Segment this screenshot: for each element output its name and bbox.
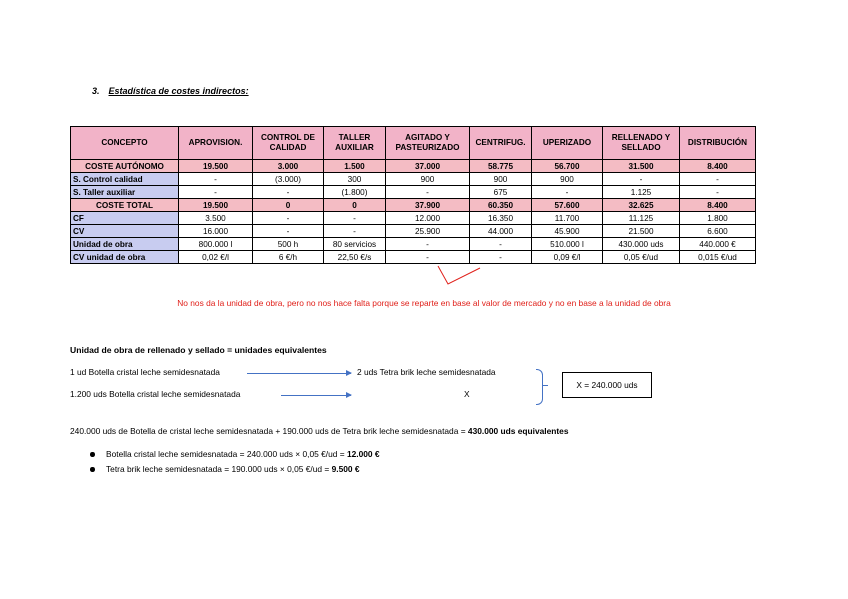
- table-cell: 44.000: [470, 225, 532, 238]
- table-cell: 800.000 l: [179, 238, 253, 251]
- equivalence-equation: [70, 426, 568, 436]
- table-cell: 16.350: [470, 212, 532, 225]
- line2-left-text: 1.200 uds Botella cristal leche semidesnatada: [70, 389, 241, 399]
- table-cell: -: [253, 212, 324, 225]
- table-cell: -: [179, 186, 253, 199]
- table-cell: 3.000: [253, 160, 324, 173]
- table-cell: 510.000 l: [532, 238, 603, 251]
- table-header-row: [71, 127, 756, 160]
- table-cell: 6.600: [680, 225, 756, 238]
- arrow-right-icon: [281, 395, 351, 396]
- row-label-cell: COSTE AUTÓNOMO: [71, 160, 179, 173]
- line2-right-text: X: [464, 389, 470, 399]
- table-cell: (1.800): [324, 186, 386, 199]
- table-body: [71, 160, 756, 264]
- table-cell: -: [603, 173, 680, 186]
- table-cell: 21.500: [603, 225, 680, 238]
- table-cell: 32.625: [603, 199, 680, 212]
- row-label-cell: CF: [71, 212, 179, 225]
- arrow-right-icon: [247, 373, 351, 374]
- table-cell: 430.000 uds: [603, 238, 680, 251]
- table-row: [71, 186, 756, 199]
- bullet-value: 12.000 €: [346, 449, 380, 459]
- table-cell: 675: [470, 186, 532, 199]
- table-cell: 22,50 €/s: [324, 251, 386, 264]
- table-cell: 11.700: [532, 212, 603, 225]
- table-cell: 57.600: [532, 199, 603, 212]
- brace-icon: [536, 369, 543, 405]
- table-cell: -: [386, 251, 470, 264]
- table-cell: -: [680, 173, 756, 186]
- table-cell: 1.800: [680, 212, 756, 225]
- table-cell: 900: [470, 173, 532, 186]
- table-cell: 12.000: [386, 212, 470, 225]
- table-cell: 900: [386, 173, 470, 186]
- table-cell: -: [179, 173, 253, 186]
- red-note: No nos da la unidad de obra, pero no nos hace falta porque se reparte en base al valor de mercado y no en base a la unidad de obra: [177, 298, 671, 308]
- bullet-text: Tetra brik leche semidesnatada = 190.000 uds × 0,05 €/ud =: [106, 464, 332, 474]
- table-cell: 500 h: [253, 238, 324, 251]
- header-cell: RELLENADO Y SELLADO: [603, 127, 680, 160]
- table-cell: -: [470, 238, 532, 251]
- table-cell: 1.500: [324, 160, 386, 173]
- table-cell: -: [253, 186, 324, 199]
- table-cell: 0,015 €/ud: [680, 251, 756, 264]
- table-row: [71, 251, 756, 264]
- line1-left-text: 1 ud Botella cristal leche semidesnatada: [70, 367, 220, 377]
- row-label-cell: S. Taller auxiliar: [71, 186, 179, 199]
- cost-bullet-list: [90, 447, 380, 477]
- table-cell: 300: [324, 173, 386, 186]
- table-cell: 0: [253, 199, 324, 212]
- header-cell: UPERIZADO: [532, 127, 603, 160]
- table-row: [71, 160, 756, 173]
- table-row: [71, 212, 756, 225]
- table-cell: 19.500: [179, 160, 253, 173]
- table-cell: 0,09 €/l: [532, 251, 603, 264]
- table-cell: 80 servicios: [324, 238, 386, 251]
- table-cell: -: [680, 186, 756, 199]
- row-label-cell: COSTE TOTAL: [71, 199, 179, 212]
- header-cell: CONTROL DE CALIDAD: [253, 127, 324, 160]
- check-mark-icon: [436, 264, 486, 288]
- table-cell: 8.400: [680, 199, 756, 212]
- table-cell: 31.500: [603, 160, 680, 173]
- section-heading: [92, 86, 249, 96]
- row-label-cell: CV unidad de obra: [71, 251, 179, 264]
- header-cell: DISTRIBUCIÓN: [680, 127, 756, 160]
- table-cell: 16.000: [179, 225, 253, 238]
- table-cell: 440.000 €: [680, 238, 756, 251]
- table-cell: 0: [324, 199, 386, 212]
- table-cell: 60.350: [470, 199, 532, 212]
- header-cell: TALLER AUXILIAR: [324, 127, 386, 160]
- table-cell: -: [324, 225, 386, 238]
- table-cell: 45.900: [532, 225, 603, 238]
- table-cell: 56.700: [532, 160, 603, 173]
- equation-text: 240.000 uds de Botella de cristal leche semidesnatada + 190.000 uds de Tetra brik leche semidesnatada =: [70, 426, 468, 436]
- row-label-cell: Unidad de obra: [71, 238, 179, 251]
- table-cell: 900: [532, 173, 603, 186]
- cost-table: [70, 126, 756, 264]
- header-cell: CONCEPTO: [71, 127, 179, 160]
- bullet-text: Botella cristal leche semidesnatada = 240.000 uds × 0,05 €/ud =: [106, 449, 347, 459]
- table-cell: 0,05 €/ud: [603, 251, 680, 264]
- table-row: [71, 238, 756, 251]
- list-item: [90, 447, 380, 462]
- table-row: [71, 173, 756, 186]
- section-title: Estadística de costes indirectos:: [108, 86, 249, 96]
- table-cell: 25.900: [386, 225, 470, 238]
- row-label-cell: CV: [71, 225, 179, 238]
- table-row: [71, 199, 756, 212]
- equivalence-title: Unidad de obra de rellenado y sellado = unidades equivalentes: [70, 345, 327, 355]
- header-cell: CENTRIFUG.: [470, 127, 532, 160]
- header-cell: APROVISION.: [179, 127, 253, 160]
- table-cell: -: [324, 212, 386, 225]
- table-cell: 58.775: [470, 160, 532, 173]
- table-cell: -: [386, 238, 470, 251]
- table-cell: 37.900: [386, 199, 470, 212]
- table-cell: -: [470, 251, 532, 264]
- table-cell: 3.500: [179, 212, 253, 225]
- table-cell: -: [386, 186, 470, 199]
- row-label-cell: S. Control calidad: [71, 173, 179, 186]
- equation-result: 430.000 uds equivalentes: [467, 426, 569, 436]
- table-cell: 0,02 €/l: [179, 251, 253, 264]
- list-item: [90, 462, 380, 477]
- line1-right-text: 2 uds Tetra brik leche semidesnatada: [357, 367, 496, 377]
- brace-tip: [542, 385, 548, 386]
- table-cell: 19.500: [179, 199, 253, 212]
- table-cell: -: [253, 225, 324, 238]
- table-cell: (3.000): [253, 173, 324, 186]
- result-box: X = 240.000 uds: [562, 372, 652, 398]
- table-cell: 8.400: [680, 160, 756, 173]
- table-cell: 37.000: [386, 160, 470, 173]
- bullet-value: 9.500 €: [331, 464, 360, 474]
- table-cell: 1.125: [603, 186, 680, 199]
- table-row: [71, 225, 756, 238]
- section-number: 3.: [92, 86, 100, 96]
- header-cell: AGITADO Y PASTEURIZADO: [386, 127, 470, 160]
- table-cell: 6 €/h: [253, 251, 324, 264]
- table-cell: -: [532, 186, 603, 199]
- table-cell: 11.125: [603, 212, 680, 225]
